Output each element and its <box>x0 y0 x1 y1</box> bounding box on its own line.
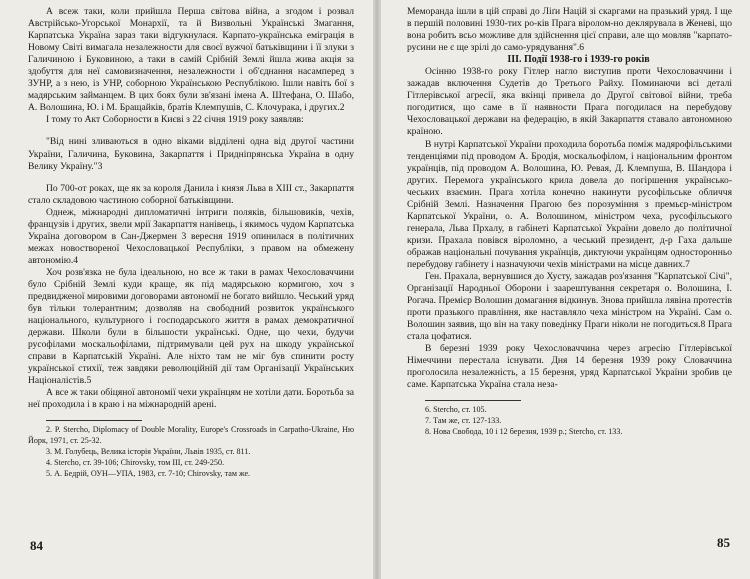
paragraph: В березні 1939 року Чехословаччина через агресію Гітлерівської Німеччини перестала існувати. Дня 14 березня 1939 року Словаччина проголосила незалежність, а 15 березня, уряд Карпатської України зробив це саме. Карпатська Україна стала неза- <box>407 343 732 391</box>
page-number: 85 <box>717 535 730 550</box>
footnote-rule <box>425 400 521 401</box>
section-heading: ІІІ. Події 1938-го і 1939-го років <box>507 54 650 66</box>
page-left <box>0 0 373 579</box>
paragraph: Ген. Прахала, вернувшися до Хусту, зажадав роз'язання "Карпатської Січі", Організації Народньої Оборони і заарештування секретаря о. Волошина, І. Рогача. Премієр Волошин домагання відкинув. Знова прийшла лявіна протестів проти празького правління, яке наставляло чеха міністром на Україні. Сам о. Волошин заявив, що він на таку поведінку Праги ніколи не погодиться.8 Прага стала цофатися. <box>407 271 732 343</box>
footnote: 5. А. Бедрій, ОУН—УПА, 1983, ст. 7-10; Chirovsky, там же. <box>46 468 251 478</box>
footnote-rule <box>46 420 142 421</box>
footnote: 2. P. Stercho, Diplomacy of Double Morality, Europe's Crossroads in Carpatho-Ukraine, Ню Йорк, 1971, ст. 25-32. <box>28 424 354 445</box>
footnote: 6. Stercho, ст. 105. <box>425 404 487 414</box>
footnote: 8. Нова Свобода, 10 і 12 березня, 1939 р.; Stercho, ст. 133. <box>425 426 623 436</box>
paragraph: Осінню 1938-го року Гітлер наглo виступив проти Чехословаччини і зажадав включення Судетів до Третього Райху. Поминаючи всі деталі Гітлерівської агресії, яка вкінці привела до Другої світової війни, треба погодитися, що саме в її наявности Прага погодилася на перебудову Чехословацької держави на федерацію, в якій Закарпаття ставало автономною країною. <box>407 66 732 138</box>
paragraph: І тому то Акт Соборности в Києві з 22 січня 1919 року заявляв: <box>46 114 304 126</box>
left-text-block <box>28 6 354 479</box>
paragraph: Однеж, міжнародні дипломатичні інтриги поляків, більшовиків, чехів, французів і других, звели мрії Закарпаття нанівець, і якимось чудом Карпатська Україна договором в Сан-Джермен 3 вересня 1919 опинилася в політичних межах новоствореної Чехословацької Республіки, з правом на обмежену автономію.4 <box>28 206 354 266</box>
page-number: 84 <box>30 538 43 553</box>
paragraph: А всеж таки, коли прийшла Перша світова війна, а згодом і розвал Австрійсько-Угорської Монархії, та й Визвольні Українські Змагання, Карпатська Україна зараз таки відгукнулася. Карпато-українська еміграція в Новому Світі вимагала незалежности для своєї вужчої батьківщини і її злуки з Галичиною і Буковиною, а таки в самій Срібній Землі йшла жива акція за здобуття для неї самовизначення, незалежности і об'єднання насамперед з ЗУНР, а з нею, із УНР, соборною Українською Республікою. Ішли навіть бої з мадярським займанцем. В цих боях були зв'язані імена А. Штефана, О. Шабо, А. Волошина, Ю. і М. Бращайків, братів Клемпушів, С. Клочурака, і других.2 <box>28 6 354 114</box>
paragraph: По 700-от роках, ще як за короля Данила і князя Льва в XIII ст., Закарпаття стало складовою частиною соборної батьківщини. <box>28 182 354 206</box>
footnote: 3. М. Голубець, Велика історія України, Львів 1935, ст. 811. <box>46 446 251 456</box>
page-right <box>381 0 750 579</box>
paragraph: Хоч розв'язка не була ідеальною, но все ж таки в рамах Чехословаччини було Срібній Землі куди краще, як під мадярською кормигою, хоч з предвидженої мировими договорами автономії не богато вийшло. Чеський уряд був тільки толерантним; дозволяв на свободний розвиток українського національного, культурного і господарського життя в рамах демократичної держави. Школи були в більшости українські. Одне, що чехи, будучи русофілами москальофілами, підтримували цей рух на шкоду української справи в Карпатській Україні. Але ніхто там не міг був спинити росту української стихії, теж завдяки революційній дії там Організації Українських Націоналістів.5 <box>28 266 354 387</box>
paragraph: В нутрі Карпатської України проходила боротьба поміж мадярофільськими тенденціями під проводом А. Бродія, москальофілом, і національним фронтом українців, під проводом А. Волошина, Ю. Ревая, Д. Клемпуша, В. Шандора і других. Перемога українського крила довела до погіршення українсько-чеських взаємин. Прага хотіла конечно накинути русофільське обличчя Срібній Землі. Назначення Прагою без порозуміння з премьєр-міністром Карпатської України, о. А. Волошином, міністром чеха, русофільського генерала, Льва Прхалу, в габінеті Карпатської України довело до політичної кризи. Прахала повівся віроломно, а чеський президент, д-р Гаха дальше ображав національні почування українців, диктуючи українцям односторонньо перебудову габінету і назначуючи чехів міністрами на місце давних.7 <box>407 138 732 270</box>
paragraph: А все ж таки обіцяної автономії чехи українцям не хотіли дати. Боротьба за неї проходила і в краю і на міжнародній арені. <box>28 387 354 411</box>
footnote: 4. Stercho, ст. 39-106; Chirovsky, том III, ст. 249-250. <box>46 457 225 467</box>
book-gutter <box>373 0 381 579</box>
right-text-block <box>407 6 732 437</box>
quotation: "Від нині зливаються в одно віками відділені одна від другої частини України, Галичина, Буковина, Закарпаття і Придніпрянська Україна в одну Велику Україну."3 <box>28 136 354 172</box>
paragraph: Меморанда ішли в цій справі до Ліґи Націй зі скаргами на празький уряд. І ще в першій половині 1930-тих ро-ків Прага віролом-но деклярувала в Женеві, що вона робить всьо можливе для здійснення цієї справи, але що мовляв "карпато-русини не є ще зрілі до само-урядування".6 <box>407 6 732 54</box>
footnote: 7. Там же, ст. 127-133. <box>425 415 502 425</box>
